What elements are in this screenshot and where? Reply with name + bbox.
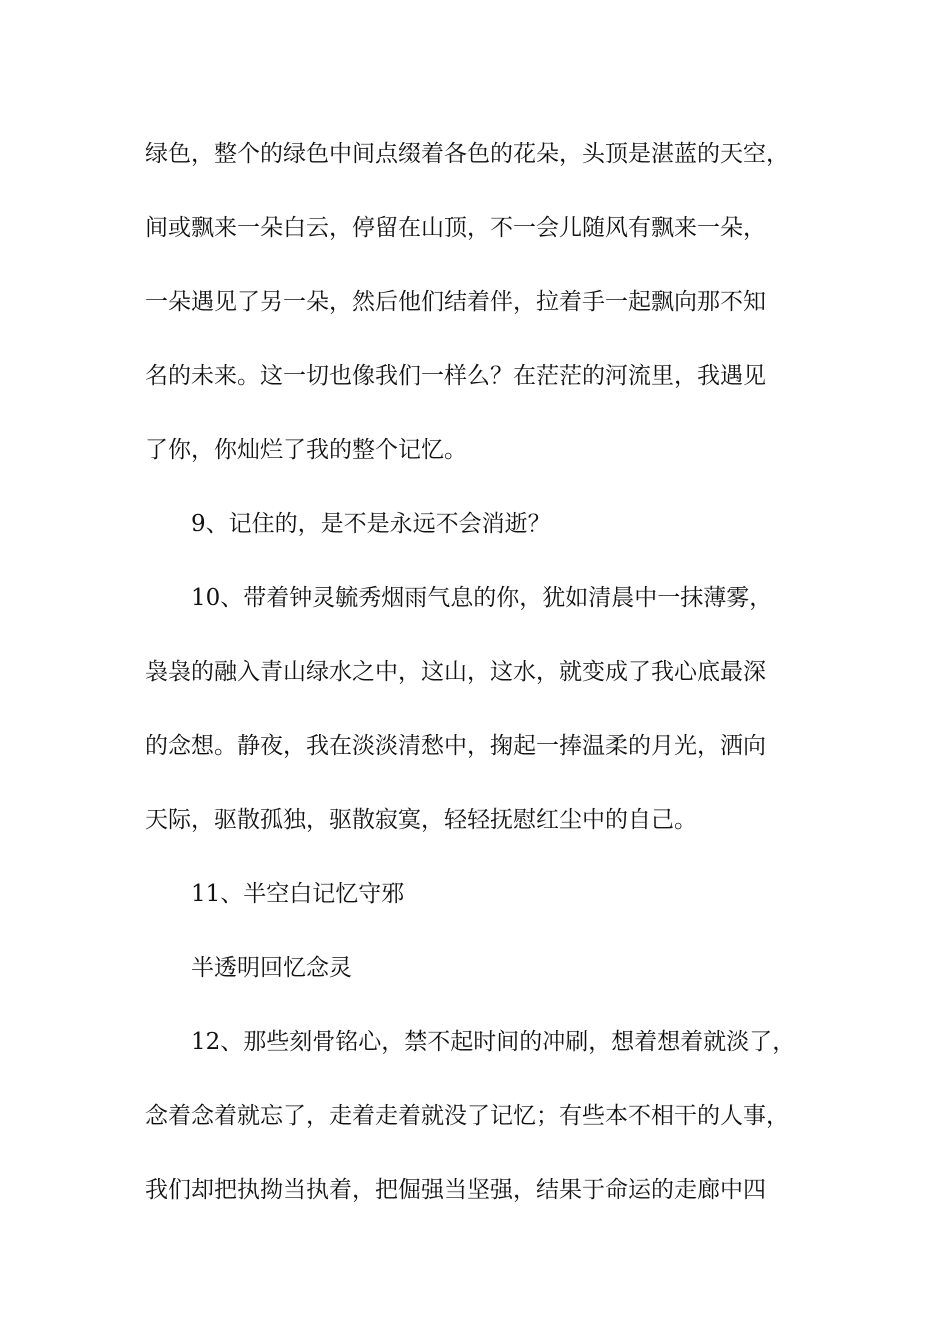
text-line: 念着念着就忘了，走着走着就没了记忆；有些本不相干的人事， bbox=[145, 1103, 789, 1129]
text-line: 绿色，整个的绿色中间点缀着各色的花朵，头顶是湛蓝的天空， bbox=[145, 141, 789, 167]
text-line: 一朵遇见了另一朵，然后他们结着伴，拉着手一起飘向那不知 bbox=[145, 289, 766, 315]
paragraph-12-start: 12、那些刻骨铭心，禁不起时间的冲刷，想着想着就淡了， bbox=[191, 1029, 796, 1055]
text-line: 了你，你灿烂了我的整个记忆。 bbox=[145, 437, 467, 463]
paragraph-11-heading: 11、半空白记忆守邪 bbox=[191, 881, 405, 907]
text-line: 袅袅的融入青山绿水之中，这山，这水，就变成了我心底最深 bbox=[145, 659, 766, 685]
paragraph-10-start: 10、带着钟灵毓秀烟雨气息的你，犹如清晨中一抹薄雾， bbox=[191, 585, 773, 611]
text-line: 间或飘来一朵白云，停留在山顶，不一会儿随风有飘来一朵， bbox=[145, 215, 766, 241]
text-line: 名的未来。这一切也像我们一样么？在茫茫的河流里，我遇见 bbox=[145, 363, 766, 389]
text-line: 天际，驱散孤独，驱散寂寞，轻轻抚慰红尘中的自己。 bbox=[145, 807, 697, 833]
text-line: 的念想。静夜，我在淡淡清愁中，掬起一捧温柔的月光，洒向 bbox=[145, 733, 766, 759]
paragraph-9-heading: 9、记住的，是不是永远不会消逝？ bbox=[191, 511, 551, 537]
paragraph-11-subline: 半透明回忆念灵 bbox=[191, 955, 352, 981]
text-line: 我们却把执拗当执着，把倔强当坚强，结果于命运的走廊中四 bbox=[145, 1177, 766, 1203]
